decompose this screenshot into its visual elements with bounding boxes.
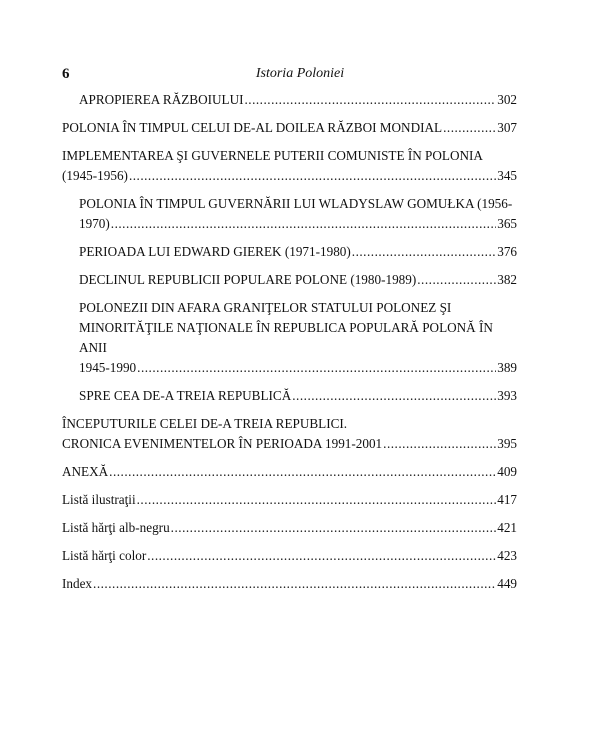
toc-entry-page: 449 — [497, 576, 517, 591]
toc-entry-polonezii-din-afara[interactable] — [79, 298, 517, 378]
toc-entry-page: 421 — [497, 520, 517, 535]
dot-leader — [443, 118, 496, 138]
toc-entry-declinul-rpp[interactable] — [79, 270, 517, 290]
toc-entry-title: SPRE CEA DE-A TREIA REPUBLICĂ — [79, 388, 292, 403]
toc-entry-title: 1945-1990 — [79, 360, 137, 375]
dot-leader — [417, 270, 496, 290]
toc-entry-gomulka[interactable] — [79, 194, 517, 234]
dot-leader — [383, 434, 496, 454]
toc-entry-title: Listă hărţi alb-negru — [62, 520, 170, 535]
toc-entry-page: 302 — [497, 92, 517, 107]
toc-entry-title-line: IMPLEMENTAREA ŞI GUVERNELE PUTERII COMUNISTE ÎN POLONIA — [62, 148, 483, 163]
dot-leader — [137, 490, 497, 510]
toc-entry-title: POLONIA ÎN TIMPUL CELUI DE-AL DOILEA RĂZBOI MONDIAL — [62, 120, 443, 135]
toc-entry-title: Listă hărţi color — [62, 548, 147, 563]
dot-leader — [137, 358, 496, 378]
dot-leader — [111, 214, 496, 234]
dot-leader — [171, 518, 497, 538]
toc-entry-gierek[interactable] — [79, 242, 517, 262]
toc-entry-title: Index — [62, 576, 93, 591]
toc-entry-page: 389 — [497, 360, 517, 375]
page-number: 6 — [62, 66, 70, 82]
toc-entry-title: (1945-1956) — [62, 168, 128, 183]
toc-entry-title: Listă ilustraţii — [62, 492, 136, 507]
toc-entry-page: 395 — [497, 436, 517, 451]
dot-leader — [244, 90, 496, 110]
dot-leader — [147, 546, 496, 566]
toc-entry-index[interactable] — [62, 574, 517, 594]
toc-entry-title: 1970) — [79, 216, 110, 231]
running-header-title: Istoria Poloniei — [255, 66, 345, 81]
toc-entry-lista-harti-color[interactable] — [62, 546, 517, 566]
toc-entry-title: APROPIEREA RĂZBOIULUI — [79, 92, 244, 107]
toc-entry-puterea-comunista[interactable] — [62, 146, 517, 186]
dot-leader — [109, 462, 496, 482]
toc-entry-lista-harti-alb-negru[interactable] — [62, 518, 517, 538]
toc-entry-page: 307 — [497, 120, 517, 135]
toc-entry-page: 376 — [497, 244, 517, 259]
toc-entry-cronica-evenimentelor[interactable] — [62, 414, 517, 454]
toc-entry-page: 393 — [497, 388, 517, 403]
toc-entry-title-line: MINORITĂŢILE NAŢIONALE ÎN REPUBLICA POPULARĂ POLONĂ ÎN ANII — [79, 320, 493, 355]
toc-entry-title: CRONICA EVENIMENTELOR ÎN PERIOADA 1991-2001 — [62, 436, 383, 451]
table-of-contents — [62, 90, 517, 602]
dot-leader — [292, 386, 496, 406]
toc-entry-al-doilea-razboi-mondial[interactable] — [62, 118, 517, 138]
toc-entry-anexa[interactable] — [62, 462, 517, 482]
toc-entry-apropierea-razboiului[interactable] — [79, 90, 517, 110]
toc-entry-a-treia-republica[interactable] — [79, 386, 517, 406]
toc-entry-page: 365 — [497, 216, 517, 231]
dot-leader — [129, 166, 496, 186]
dot-leader — [93, 574, 496, 594]
toc-entry-title: PERIOADA LUI EDWARD GIEREK (1971-1980) — [79, 244, 351, 259]
dot-leader — [352, 242, 496, 262]
toc-entry-page: 345 — [497, 168, 517, 183]
toc-entry-title: DECLINUL REPUBLICII POPULARE POLONE (1980-1989) — [79, 272, 417, 287]
toc-entry-page: 409 — [497, 464, 517, 479]
toc-entry-page: 382 — [497, 272, 517, 287]
toc-entry-title-line: ÎNCEPUTURILE CELEI DE-A TREIA REPUBLICI. — [62, 416, 348, 431]
toc-entry-title-line: POLONEZII DIN AFARA GRANIŢELOR STATULUI POLONEZ ŞI — [79, 300, 452, 315]
toc-entry-page: 417 — [497, 492, 517, 507]
toc-entry-lista-ilustratii[interactable] — [62, 490, 517, 510]
toc-entry-title-line: POLONIA ÎN TIMPUL GUVERNĂRII LUI WLADYSLAW GOMUŁKA (1956- — [79, 196, 513, 211]
toc-entry-page: 423 — [497, 548, 517, 563]
toc-entry-title: ANEXĂ — [62, 464, 109, 479]
